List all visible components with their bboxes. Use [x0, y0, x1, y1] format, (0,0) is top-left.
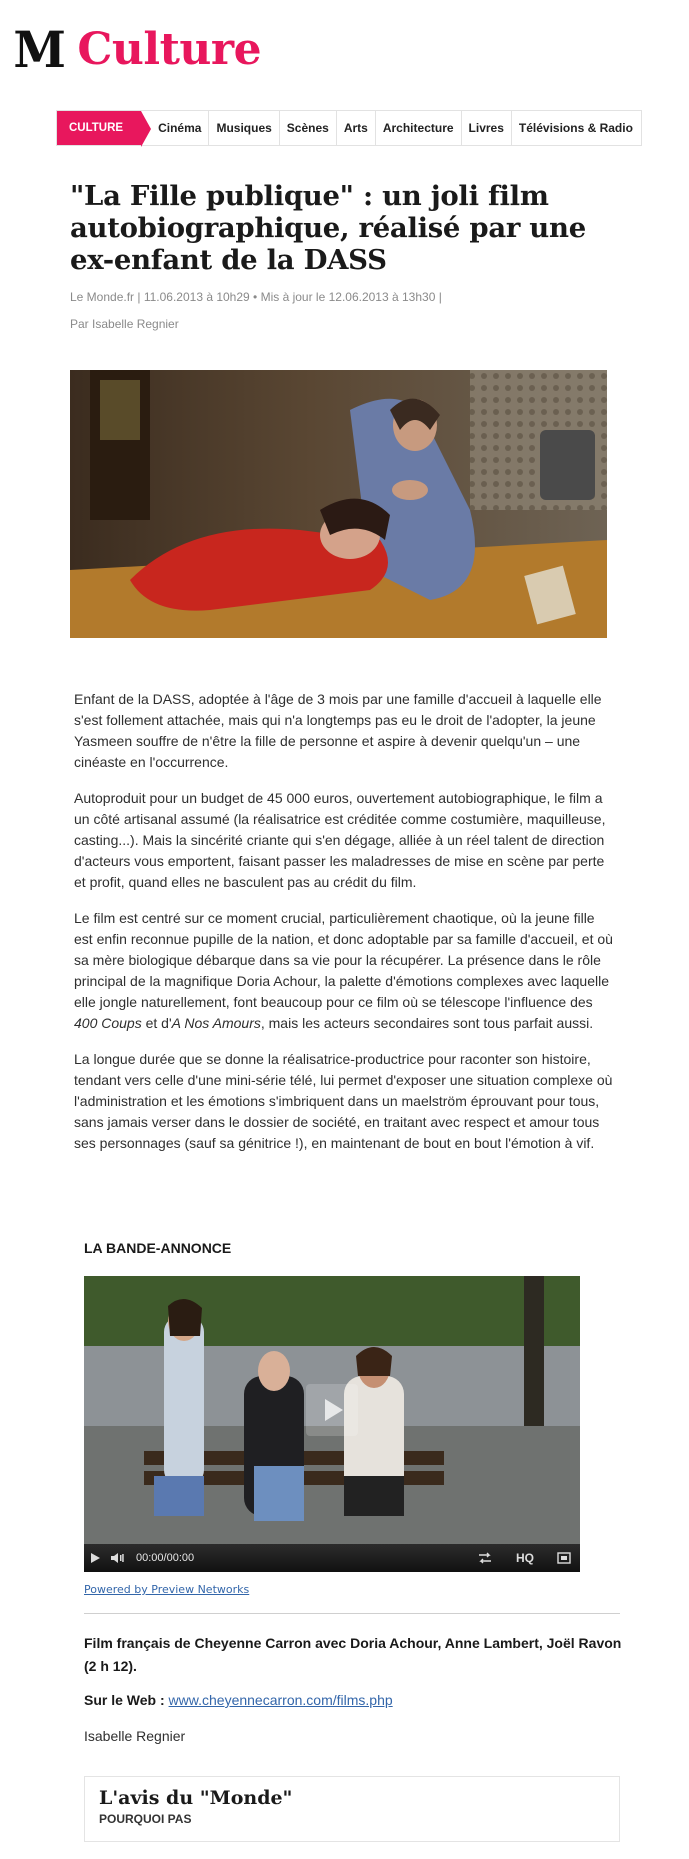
play-button[interactable] — [84, 1544, 106, 1572]
video-controls — [84, 1544, 580, 1572]
le-monde-logo[interactable]: M — [13, 20, 66, 79]
share-button[interactable] — [468, 1544, 502, 1572]
hq-toggle[interactable]: HQ — [516, 1551, 534, 1565]
video-time: 00:00/00:00 — [136, 1552, 195, 1564]
article-headline: "La Fille publique" : un joli film autobiographique, réalisé par une ex-enfant de la DASS — [70, 180, 586, 276]
paragraph-3-text-c: , mais les acteurs secondaires sont tous parfait aussi. — [260, 1015, 594, 1031]
section-divider — [84, 1613, 620, 1614]
hero-image — [70, 370, 607, 638]
play-icon — [317, 1395, 347, 1425]
film-title-400-coups: 400 Coups — [74, 1015, 142, 1031]
speaker-icon — [110, 1552, 124, 1564]
film-title-a-nos-amours: A Nos Amours — [171, 1015, 261, 1031]
nav-item-television-radio[interactable]: Télévisions & Radio — [518, 121, 633, 135]
article-paragraph-4: La longue durée que se donne la réalisatrice-productrice pour raconter son histoire, tendant vers celle d'une mini-série télé, lui permet d'exposer une situation complexe où l'administration et les émotions s'imbriquent dans un maelström éprouvant pour tous, sans jamais verser dans le dossier de société, en traitant avec respect et amour tous ses personnages (sauf sa génitrice !), en maintenant de bout en bout l'émotion à vif. — [74, 1051, 613, 1151]
article-byline: Par Isabelle Regnier — [70, 317, 179, 331]
article-paragraph-3 — [74, 908, 614, 1034]
play-small-icon — [89, 1552, 101, 1564]
arrows-icon — [477, 1552, 493, 1564]
author-signoff: Isabelle Regnier — [84, 1728, 186, 1744]
paragraph-3-text-a: Le film est centré sur ce moment crucial, particulièrement chaotique, où la jeune fille est enfin reconnue pupille de la nation, et donc adoptable par sa famille d'accueil, et où sa mère biologique débarque dans sa vie pour la récupérer. La présence dans le rôle principal de la magnifique Doria Achour, la palette d'émotions complexes avec laquelle elle jongle naturellement, font beaucoup pour ce film où se télescope l'influence des — [74, 910, 613, 1010]
nav-item-architecture[interactable]: Architecture — [376, 111, 462, 145]
nav-item-musiques[interactable]: Musiques — [209, 111, 279, 145]
masthead — [12, 22, 261, 78]
fullscreen-button[interactable] — [548, 1544, 580, 1572]
trailer-heading: LA BANDE-ANNONCE — [84, 1240, 232, 1256]
web-line — [84, 1692, 393, 1708]
article-paragraph-2: Autoproduit pour un budget de 45 000 euros, ouvertement autobiographique, le film a un côté artisanal assumé (la réalisatrice est créditée comme costumière, maquilleuse, casting...). Mais la sincérité criante qui s'en dégage, alliée à un réel talent de direction d'acteurs vous emportent, faisant passer les maladresses de mise en scène par perte et profit, quand elles ne basculent pas au crédit du film. — [74, 790, 606, 890]
website-link[interactable]: www.cheyennecarron.com/films.php — [168, 1692, 393, 1708]
article-meta: Le Monde.fr | 11.06.2013 à 10h29 • Mis à jour le 12.06.2013 à 13h30 | — [70, 290, 442, 304]
nav-item-cinema[interactable]: Cinéma — [151, 111, 209, 145]
nav-item-arts[interactable]: Arts — [337, 111, 376, 145]
article-paragraph-1: Enfant de la DASS, adoptée à l'âge de 3 mois par une famille d'accueil à laquelle elle s'est follement attachée, mais qui n'a longtemps pas eu le droit de l'adopter, la jeune Yasmeen souffre de n'être la fille de personne et aspire à devenir quelqu'un – une cinéaste en l'occurrence. — [74, 691, 602, 770]
hero-illustration — [70, 370, 607, 638]
nav-item-scenes[interactable]: Scènes — [280, 111, 337, 145]
powered-by-link[interactable]: Powered by Preview Networks — [84, 1583, 250, 1596]
article-body — [74, 689, 614, 1169]
avis-verdict: POURQUOI PAS — [99, 1812, 192, 1826]
web-label: Sur le Web : — [84, 1692, 165, 1708]
avis-box — [84, 1776, 620, 1842]
trailer-video-player[interactable] — [84, 1276, 580, 1572]
film-credits: Film français de Cheyenne Carron avec Doria Achour, Anne Lambert, Joël Ravon (2 h 12). — [84, 1635, 622, 1674]
fullscreen-icon — [557, 1552, 571, 1564]
section-nav — [56, 110, 642, 146]
paragraph-3-text-b: et d' — [141, 1015, 172, 1031]
volume-button[interactable] — [106, 1544, 128, 1572]
play-overlay-button[interactable] — [306, 1384, 358, 1436]
avis-title: L'avis du "Monde" — [99, 1787, 293, 1809]
section-title[interactable]: Culture — [77, 24, 262, 75]
nav-item-livres[interactable]: Livres — [462, 111, 512, 145]
nav-item-culture[interactable]: CULTURE — [57, 111, 141, 145]
